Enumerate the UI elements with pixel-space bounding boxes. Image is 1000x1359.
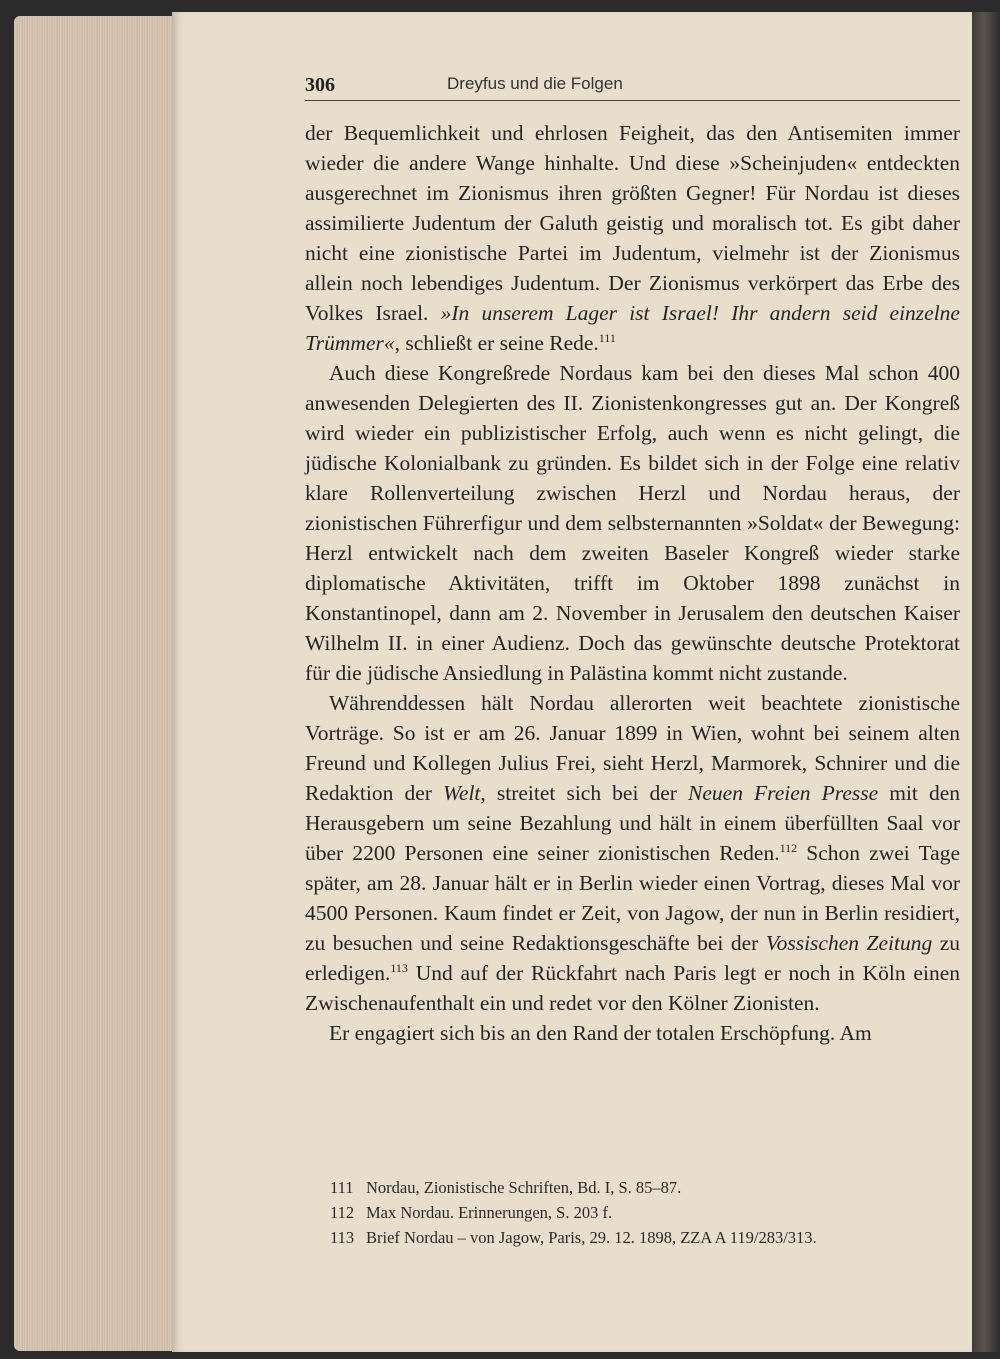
footnote xyxy=(330,1175,960,1200)
page-number: 306 xyxy=(305,74,335,96)
text-run: zu erledigen. xyxy=(305,931,960,985)
running-head: Dreyfus und die Folgen xyxy=(447,74,623,93)
page-edges xyxy=(14,16,189,1351)
footnote-number: 111 xyxy=(330,1178,354,1197)
footnote-ref: 111 xyxy=(598,330,616,345)
footnote-text: Brief Nordau – von Jagow, Paris, 29. 12. 1898, ZZA A 119/283/313. xyxy=(366,1228,817,1247)
text-run: mit den Herausgebern um seine Bezahlung und hält in einem überfüllten Saal vor über 2200 Personen eine seiner zionistischen Reden. xyxy=(305,781,961,865)
text-run: Währenddessen hält Nordau allerorten weit beachtete zionistische Vorträge. So ist er am 26. Januar 1899 in Wien, wohnt bei seinem alten Freund und Kollegen Julius Frei, sieht Herzl, Marmorek, Schnirer und die Redaktion der xyxy=(305,691,960,805)
body-text xyxy=(305,118,960,1048)
paragraph xyxy=(305,118,960,358)
footnote-number: 112 xyxy=(330,1203,355,1222)
italic-text: Welt xyxy=(442,781,481,805)
footnote xyxy=(330,1200,960,1225)
italic-text: Neuen Freien Presse xyxy=(688,781,879,805)
footnote xyxy=(330,1225,960,1250)
text-run: Und auf der Rückfahrt nach Paris legt er noch in Köln einen Zwischenaufenthalt ein und redet vor den Kölner Zionisten. xyxy=(305,961,960,1015)
text-run: Auch diese Kongreßrede Nordaus kam bei den dieses Mal schon 400 anwesenden Delegierten des II. Zionistenkongresses gut an. Der Kongreß wird wieder ein publizistischer Erfolg, auch wenn es nicht gelingt, die jüdische Kolonialbank zu gründen. Es bildet sich in der Folge eine relativ klare Rollenverteilung zwischen Herzl und Nordau heraus, der zionistischen Führerfigur und dem selbsternannten »Soldat« der Bewegung: Herzl entwickelt nach dem zweiten Baseler Kongreß wieder starke diplomatische Aktivitäten, trifft im Oktober 1898 zunächst in Konstantinopel, dann am 2. November in Jerusalem den deutschen Kaiser Wilhelm II. in einer Audienz. Doch das gewünschte deutsche Protektorat für die jüdische Ansiedlung in Palästina kommt nicht zustande. xyxy=(305,361,960,685)
footnote-ref: 113 xyxy=(390,960,408,975)
footnote-ref: 112 xyxy=(779,840,798,855)
paragraph xyxy=(305,688,960,1018)
footnote-number: 113 xyxy=(330,1228,355,1247)
text-run: Er engagiert sich bis an den Rand der totalen Erschöpfung. Am xyxy=(329,1021,872,1045)
italic-text: »In unserem Lager ist Israel! Ihr andern seid einzelne Trümmer« xyxy=(305,301,960,355)
paragraph xyxy=(305,358,960,688)
text-run: Schon zwei Tage später, am 28. Januar hält er in Berlin wieder einen Vortrag, dieses Mal vor 4500 Personen. Kaum findet er Zeit, von Jagow, der nun in Berlin residiert, zu besuchen und seine Redaktionsgeschäfte bei der xyxy=(305,841,960,955)
footnote-text: Max Nordau. Erinnerungen, S. 203 f. xyxy=(366,1203,613,1222)
italic-text: Vossischen Zeitung xyxy=(765,931,933,955)
scan-border xyxy=(972,12,1000,1352)
footnote-text: Nordau, Zionistische Schriften, Bd. I, S. 85–87. xyxy=(366,1178,682,1197)
page-header xyxy=(305,70,960,101)
footnotes xyxy=(330,1175,960,1250)
text-run: , streitet sich bei der xyxy=(480,781,689,805)
paragraph xyxy=(305,1018,960,1048)
text-run: , schließt er seine Rede. xyxy=(394,331,599,355)
text-run: der Bequemlichkeit und ehrlosen Feigheit, das den Antisemiten immer wieder die andere Wange hinhalte. Und diese »Scheinjuden« entdeckten ausgerechnet im Zionismus ihren größten Gegner! Für Nordau ist dieses assimilierte Judentum der Galuth geistig und moralisch tot. Es gibt daher nicht eine zionistische Partei im Judentum, vielmehr ist der Zionismus allein noch lebendiges Judentum. Der Zionismus verkörpert das Erbe des Volkes Israel. xyxy=(305,121,960,325)
